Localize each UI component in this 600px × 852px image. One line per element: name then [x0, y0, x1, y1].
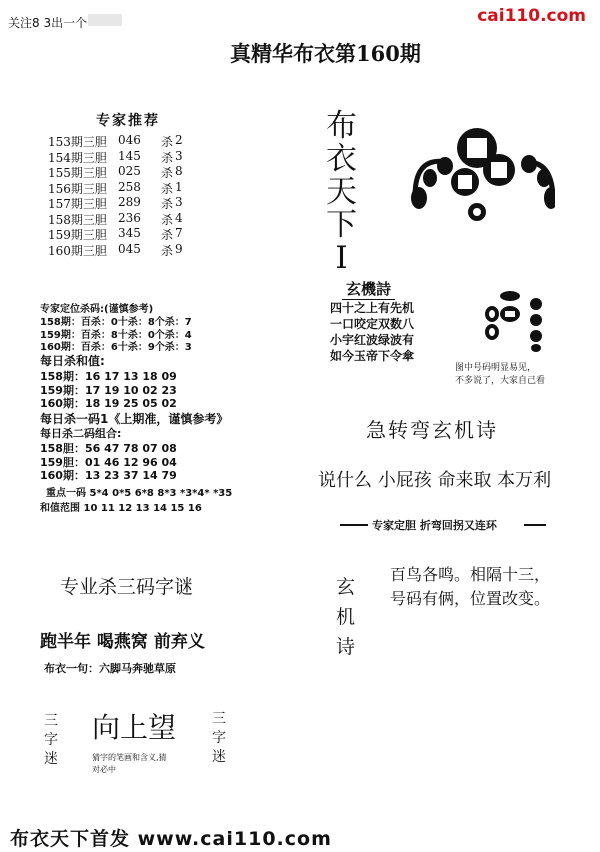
- vertical-char: 字: [212, 730, 226, 746]
- divider: [340, 524, 368, 526]
- kill-number: 7: [175, 226, 183, 240]
- footer: 布衣天下首发 www.cai110.com: [10, 828, 332, 850]
- daily-sum-row: 160期：18 19 25 05 02: [40, 397, 177, 410]
- position-kill-row: 159期：百杀：8十杀：0个杀：4: [40, 329, 192, 341]
- period-text: 153期三胆: [48, 135, 107, 149]
- xuanji-lines: [390, 563, 550, 611]
- three-char-note: [92, 752, 167, 776]
- sum-range: 和值范围 10 11 12 13 14 15 16: [40, 503, 202, 514]
- vertical-char: 三: [212, 711, 226, 727]
- period-text: 157期三胆: [48, 197, 107, 211]
- note-line: 对必中: [92, 765, 116, 774]
- expert-title: 专家推荐: [96, 113, 160, 129]
- kill-label: 杀: [161, 181, 174, 196]
- mystic-poem-lines: [330, 300, 414, 364]
- daily-two-row: 160期：13 23 37 14 79: [40, 469, 177, 482]
- vertical-char: 三: [44, 713, 58, 729]
- daily-two-row: 158胆：56 47 78 07 08: [40, 442, 177, 455]
- position-kill-row: 158期：百杀：0十杀：8个杀：7: [40, 317, 192, 328]
- top-note: 关注8 3出一个: [8, 16, 88, 30]
- daily-two-title: 每日杀二码组合:: [40, 427, 122, 440]
- riddle-title: 专业杀三码字谜: [60, 576, 194, 598]
- urgent-poem-title: 急转弯玄机诗: [366, 418, 498, 442]
- kill-number: 4: [175, 210, 183, 225]
- dan-numbers: 046: [118, 133, 141, 147]
- vertical-char: 字: [44, 732, 58, 748]
- vertical-char: 迷: [44, 751, 58, 767]
- xuanji-vertical: [336, 572, 355, 662]
- dan-numbers: 045: [118, 241, 141, 256]
- three-char-left: [44, 712, 58, 769]
- period-text: 154期三胆: [48, 150, 107, 165]
- daily-sum-title: 每日杀和值:: [40, 354, 105, 368]
- blurred-mark: [88, 14, 122, 26]
- site-badge[interactable]: cai110.com: [477, 6, 586, 26]
- dan-numbers: 236: [118, 210, 141, 225]
- period-text: 156期三胆: [48, 181, 107, 196]
- three-char-right: [212, 710, 226, 767]
- kill-number: 1: [175, 179, 183, 194]
- riddle-line: 跑半年 喝燕窝 前弃义: [40, 632, 205, 652]
- beads-figure: [480, 290, 552, 352]
- dan-numbers: 025: [118, 164, 141, 178]
- daily-one: 每日杀一码1《上期准，谨慎参考》: [40, 412, 229, 426]
- mystic-poem-title: 玄機詩: [342, 278, 395, 300]
- period-text: 158期三胆: [48, 212, 107, 227]
- kill-label: 杀: [161, 166, 174, 180]
- dan-numbers: 258: [118, 179, 141, 194]
- poem-line: 小宇红波绿波有: [330, 333, 415, 347]
- dan-numbers: 345: [118, 226, 141, 240]
- kill-label: 杀: [161, 243, 174, 258]
- vertical-char: 天: [326, 174, 357, 210]
- three-char-center: 向上望: [92, 711, 177, 744]
- expert-dan: 专家定胆 折弯回拐又连环: [372, 519, 497, 532]
- vertical-char: 迷: [212, 749, 226, 765]
- buyi-phrase: 布衣一句：六脚马奔驰草原: [44, 662, 176, 675]
- divider: [524, 524, 546, 526]
- position-kill-row: 160期：百杀：6十杀：9个杀：3: [40, 342, 192, 353]
- period-text: 159期三胆: [48, 228, 107, 242]
- xuanji-line: 号码有俩，位置改变。: [390, 589, 551, 608]
- page-title: 真精华布衣第160期: [230, 41, 421, 66]
- daily-two-row: 159胆：01 46 12 96 04: [40, 455, 177, 469]
- poem-line: 如今玉帝下令傘: [330, 349, 415, 363]
- caption-line: 图中号码明显易见，: [455, 363, 537, 373]
- dan-numbers: 289: [118, 195, 141, 209]
- kill-label: 杀: [161, 150, 174, 165]
- position-kill-title: 专家定位杀码:(谨慎参考): [40, 304, 154, 315]
- vertical-char: 玄: [336, 576, 356, 598]
- necklace-figure: [405, 118, 555, 248]
- figure-caption: [455, 362, 545, 388]
- vertical-char: 诗: [336, 636, 356, 658]
- kill-number: 3: [175, 195, 183, 209]
- kill-number: 9: [175, 241, 183, 256]
- vertical-char: I: [335, 240, 348, 276]
- kill-label: 杀: [161, 228, 174, 242]
- period-text: 155期三胆: [48, 166, 107, 180]
- vertical-char: 下: [326, 207, 357, 243]
- poem-line: 四十之上有先机: [330, 301, 415, 315]
- poem-line: 一口咬定双数八: [330, 317, 415, 331]
- key-one-code: 重点一码 5*4 0*5 6*8 8*3 *3*4* *35: [46, 488, 233, 499]
- kill-number: 2: [175, 133, 183, 147]
- vertical-char: 布: [326, 108, 357, 144]
- kill-label: 杀: [161, 212, 174, 227]
- vertical-char: 机: [336, 606, 356, 628]
- daily-sum-row: 159期：17 19 10 02 23: [40, 383, 177, 397]
- note-line: 猜字的笔画和含义,猜: [92, 753, 167, 762]
- vertical-char: 衣: [326, 141, 357, 177]
- dan-numbers: 145: [118, 148, 141, 163]
- xuanji-line: 百鸟各鸣。相隔十三，: [390, 565, 551, 584]
- urgent-poem-line: 说什么 小屁孩 命来取 本万利: [318, 470, 552, 491]
- kill-label: 杀: [161, 135, 174, 149]
- buyi-vertical-title: [326, 110, 357, 275]
- daily-sum-row: 158期：16 17 13 18 09: [40, 370, 177, 383]
- period-text: 160期三胆: [48, 243, 107, 258]
- kill-number: 3: [175, 148, 183, 163]
- kill-label: 杀: [161, 197, 174, 211]
- caption-line: 不多说了，大家自己看: [455, 376, 546, 386]
- kill-number: 8: [175, 164, 183, 178]
